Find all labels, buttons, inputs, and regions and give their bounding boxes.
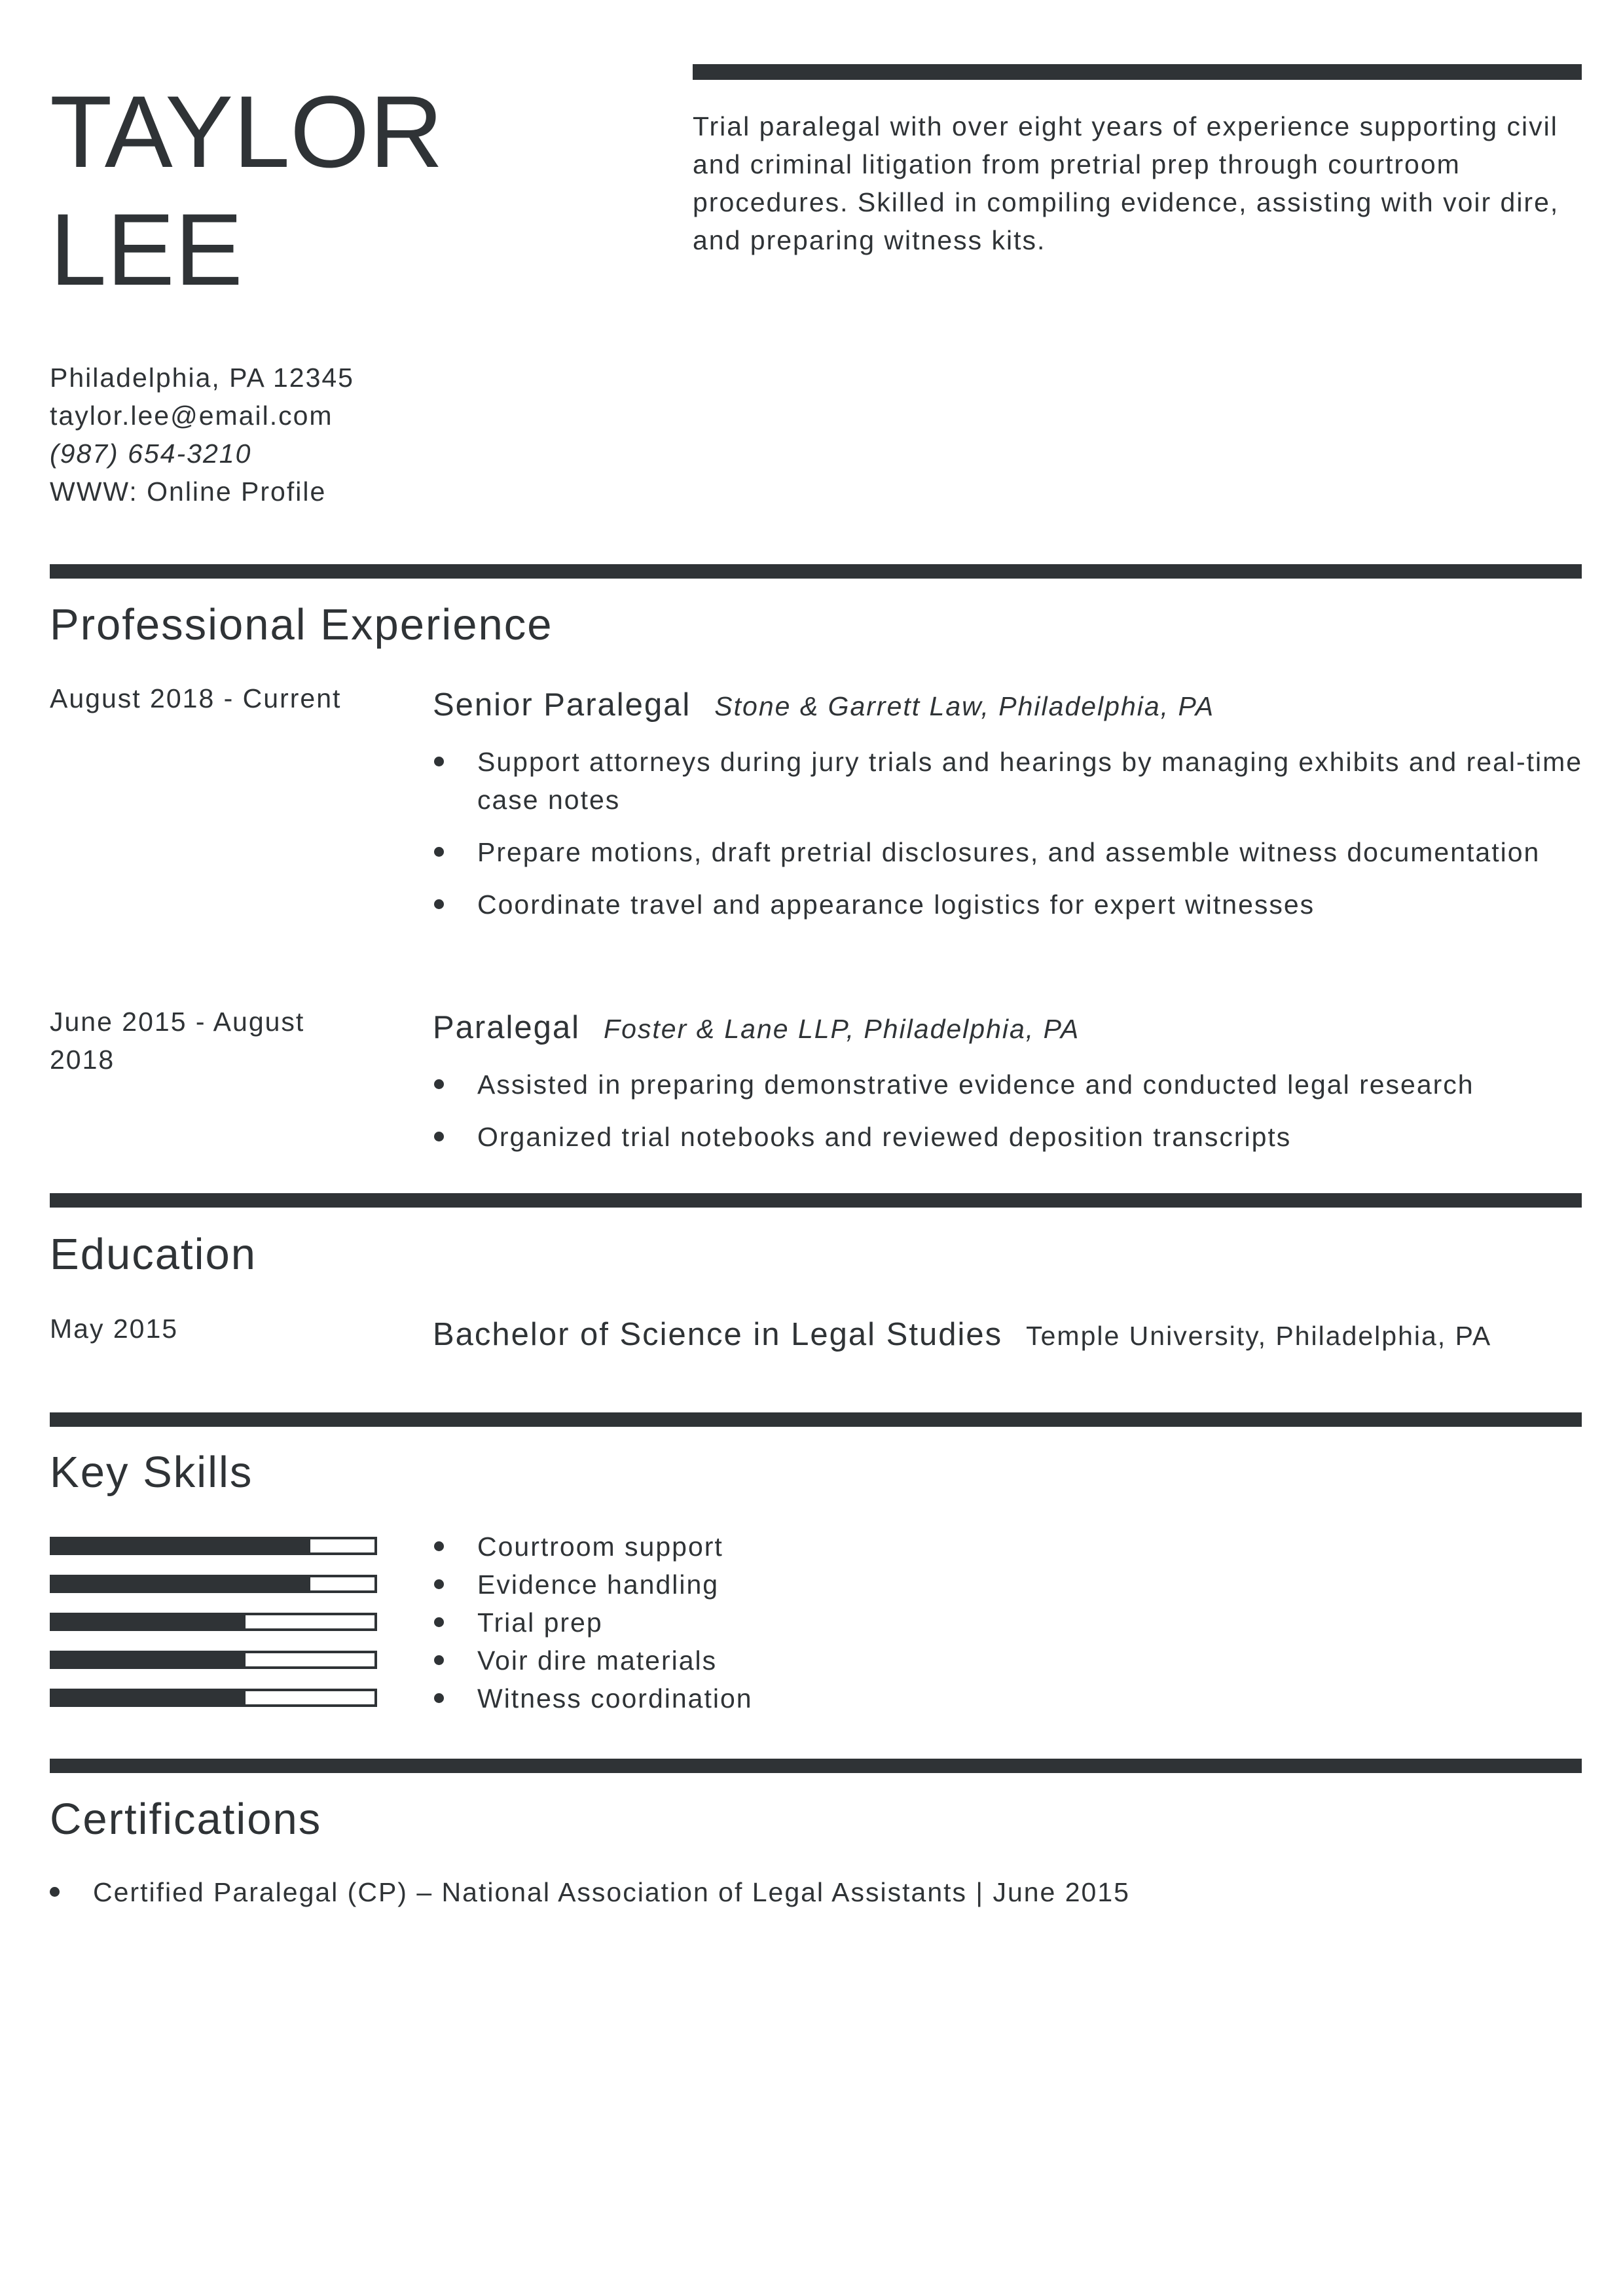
list-item: Coordinate travel and appearance logistics for expert witnesses — [433, 886, 1585, 924]
email[interactable]: taylor.lee@email.com — [50, 401, 333, 431]
list-item: Assisted in preparing demonstrative evidence and conducted legal research — [433, 1066, 1585, 1103]
skills-heading: Key Skills — [50, 1448, 253, 1497]
certifications-heading: Certifications — [50, 1795, 322, 1844]
job-title-row — [433, 1007, 1080, 1050]
skill-level-bars — [50, 1537, 377, 1727]
skills-list — [433, 1528, 753, 1717]
degree-row — [433, 1314, 1491, 1357]
skill-level-fill — [52, 1539, 310, 1552]
contact-info — [50, 359, 354, 511]
experience-heading: Professional Experience — [50, 600, 553, 649]
list-item: Organized trial notebooks and reviewed deposition transcripts — [433, 1118, 1585, 1156]
skill-level-fill — [52, 1577, 310, 1590]
skill-level-fill — [52, 1691, 246, 1704]
education-divider — [50, 1193, 1582, 1208]
skill-level-fill — [52, 1653, 246, 1666]
job-dates: August 2018 - Current — [50, 683, 342, 713]
education-heading: Education — [50, 1230, 257, 1279]
education-date: May 2015 — [50, 1314, 179, 1344]
school-name: Temple University, Philadelphia, PA — [1026, 1321, 1492, 1351]
job-title-row — [433, 684, 1214, 727]
phone: (987) 654-3210 — [50, 439, 252, 469]
skill-level-bar — [50, 1537, 377, 1555]
first-name: TAYLOR — [50, 75, 443, 189]
job-bullets — [433, 743, 1585, 938]
skill-item: Witness coordination — [433, 1679, 753, 1717]
job-bullets — [433, 1066, 1585, 1170]
skill-level-bar — [50, 1613, 377, 1631]
certifications-divider — [50, 1759, 1582, 1773]
skill-item: Trial prep — [433, 1604, 753, 1641]
last-name: LEE — [50, 193, 243, 307]
job-title: Senior Paralegal — [433, 687, 691, 723]
certification-item: Certified Paralegal (CP) – National Association of Legal Assistants | June 2015 — [50, 1873, 1130, 1911]
skill-level-bar — [50, 1651, 377, 1669]
summary-divider — [693, 64, 1582, 80]
skill-level-bar — [50, 1575, 377, 1593]
list-item: Prepare motions, draft pretrial disclosures, and assemble witness documentation — [433, 833, 1585, 871]
skill-item: Evidence handling — [433, 1566, 753, 1604]
candidate-name — [50, 73, 443, 309]
list-item: Support attorneys during jury trials and hearings by managing exhibits and real-time case notes — [433, 743, 1585, 819]
professional-summary: Trial paralegal with over eight years of experience supporting civil and criminal litigation from pretrial prep through courtroom procedures. Skilled in compiling evidence, assisting with voir dire, and preparing witness kits. — [693, 111, 1559, 255]
job-title: Paralegal — [433, 1010, 581, 1045]
skill-item: Voir dire materials — [433, 1641, 753, 1679]
address: Philadelphia, PA 12345 — [50, 363, 354, 393]
experience-divider — [50, 564, 1582, 579]
job-dates: June 2015 - August 2018 — [50, 1007, 305, 1075]
website-link[interactable]: WWW: Online Profile — [50, 476, 327, 507]
skill-item: Courtroom support — [433, 1528, 753, 1566]
degree-name: Bachelor of Science in Legal Studies — [433, 1317, 1003, 1352]
skills-divider — [50, 1412, 1582, 1427]
skill-level-fill — [52, 1615, 246, 1628]
skill-level-bar — [50, 1689, 377, 1707]
job-company: Foster & Lane LLP, Philadelphia, PA — [604, 1014, 1080, 1044]
job-company: Stone & Garrett Law, Philadelphia, PA — [714, 691, 1215, 721]
